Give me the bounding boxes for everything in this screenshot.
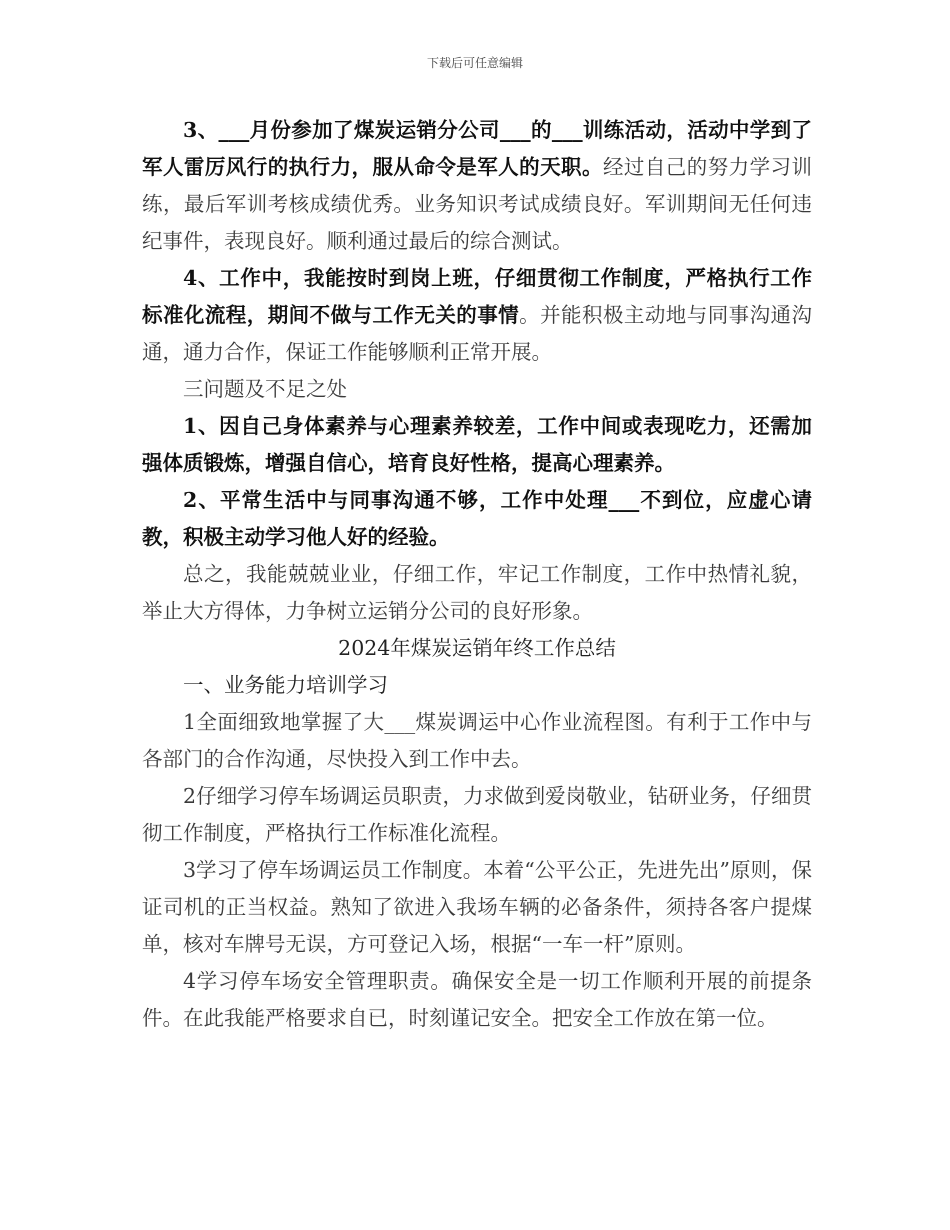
bold-text: 4、工作中，我能按时到岗上班，仔细贯彻工作制度，严格执行工作标准化流程，期间不做与工作无关的事情 (142, 266, 812, 327)
list-item: 2仔细学习停车场调运员职责，力求做到爱岗敬业，钻研业务，仔细贯彻工作制度，严格执行工作标准化流程。 (142, 784, 812, 845)
normal-text: 经过自己的努力学习训练，最后军训考核成绩优秀。业务知识考试成绩良好。军训期间无任何违纪事件，表现良好。顺利通过最后的综合测试。 (142, 155, 813, 253)
problem-1: 1、因自己身体素养与心理素养较差，工作中间或表现吃力，还需加强体质锻炼，增强自信心，培育良好性格，提高心理素养。 (142, 414, 812, 475)
section-title: 2024年煤炭运销年终工作总结 (338, 636, 616, 660)
problem-2: 2、平常生活中与同事沟通不够，工作中处理___不到位，应虚心请教，积极主动学习他人好的经验。 (142, 488, 812, 549)
bold-text: 3、___月份参加了煤炭运销分公司___的___训练活动，活动中学到了军人雷厉风行的执行力，服从命令是军人的天职。 (142, 118, 812, 179)
section-heading: 一、业务能力培训学习 (183, 673, 388, 697)
paragraph-3 (142, 112, 812, 260)
list-item: 3学习了停车场调运员工作制度。本着“公平公正，先进先出”原则，保证司机的正当权益。熟知了欲进入我场车辆的必备条件，须持各客户提煤单，核对车牌号无误，方可登记入场，根据“一车一杆”原则。 (142, 858, 812, 956)
list-item: 1全面细致地掌握了大___煤炭调运中心作业流程图。有利于工作中与各部门的合作沟通，尽快投入到工作中去。 (142, 710, 812, 771)
normal-text: 。并能积极主动地与同事沟通沟通，通力合作，保证工作能够顺利正常开展。 (142, 303, 813, 364)
page-header: 下载后可任意编辑 (426, 56, 523, 70)
paragraph-4 (142, 260, 812, 371)
list-item: 4学习停车场安全管理职责。确保安全是一切工作顺利开展的前提条件。在此我能严格要求自已，时刻谨记安全。把安全工作放在第一位。 (142, 969, 812, 1030)
document-body (142, 112, 812, 1037)
conclusion-paragraph: 总之，我能兢兢业业，仔细工作，牢记工作制度，工作中热情礼貌，举止大方得体，力争树立运销分公司的良好形象。 (142, 562, 812, 623)
problems-heading: 三问题及不足之处 (183, 377, 347, 401)
